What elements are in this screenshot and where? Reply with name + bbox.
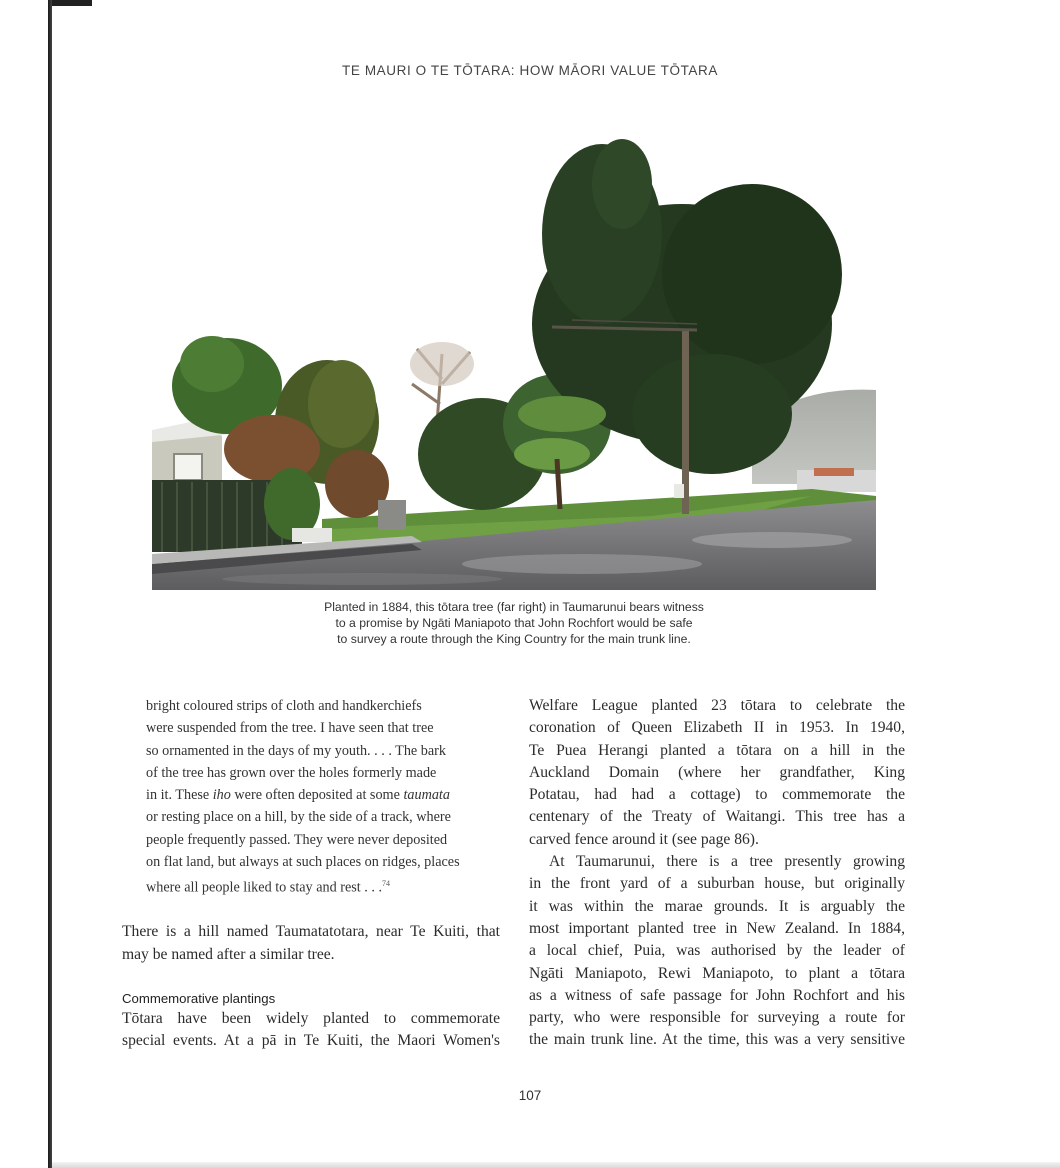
right-column — [529, 695, 905, 1052]
quote-line: people frequently passed. They were never deposited — [146, 831, 448, 848]
paragraph-line: centenary of the Treaty of Waitangi. This tree has a — [529, 808, 905, 826]
quote-text: in it. These — [146, 787, 213, 804]
paragraph-line: Tōtara have been widely planted to commemorate — [122, 1010, 500, 1027]
welfare-league-paragraph — [529, 695, 905, 851]
quote-line: were suspended from the tree. I have seen that tree — [146, 720, 434, 737]
paragraph-line: most important planted tree in New Zealand. In 1884, — [529, 919, 905, 937]
footnote-marker: 74 — [382, 879, 390, 889]
paragraph-line: Auckland Domain (where her grandfather, King — [529, 763, 905, 781]
quote-text: were often deposited at some — [230, 787, 404, 804]
paragraph-line: in the front yard of a suburban house, but originally — [529, 875, 905, 893]
totara-tree-photo — [152, 124, 876, 590]
maori-term-iho: iho — [212, 787, 231, 804]
section-subheading: Commemorative plantings — [122, 991, 276, 1006]
paragraph-line: special events. At a pā in Te Kuiti, the Maori Women's — [122, 1032, 500, 1050]
paragraph-line: Potatau, had had a cottage) to commemorate the — [529, 786, 905, 804]
running-head: TE MAURI O TE TŌTARA: HOW MĀORI VALUE TŌTARA — [342, 63, 718, 78]
paragraph-line: carved fence around it (see page 86). — [529, 830, 759, 848]
quote-line: on flat land, but always at such places on ridges, places — [146, 854, 460, 871]
quote-line: so ornamented in the days of my youth. . . . The bark — [146, 742, 446, 759]
page-top-edge — [52, 0, 92, 6]
quote-line: or resting place on a hill, by the side of a track, where — [146, 809, 451, 826]
caption-line: to survey a route through the King Country for the main trunk line. — [337, 632, 691, 646]
quote-line — [146, 784, 491, 806]
paragraph-line: it was within the marae grounds. It is arguably the — [529, 897, 905, 915]
page-number: 107 — [518, 1088, 542, 1103]
paragraph-line: Te Puea Herangi planted a tōtara on a hill in the — [529, 741, 905, 759]
paragraph-line: may be named after a similar tree. — [122, 945, 335, 963]
paragraph-line: as a witness of safe passage for John Rochfort and his — [529, 986, 905, 1004]
maori-term-taumata: taumata — [403, 787, 450, 804]
quote-text: where all people liked to stay and rest . . . — [146, 880, 382, 897]
quote-line — [146, 873, 491, 899]
paragraph-line: There is a hill named Taumatatotara, near Te Kuiti, that — [122, 923, 500, 941]
paragraph-line: the main trunk line. At the time, this was a very sensitive — [529, 1031, 905, 1049]
paragraph-line: party, who were responsible for surveying a route for — [529, 1009, 905, 1027]
left-column — [122, 695, 500, 1053]
paragraph-line: At Taumarunui, there is a tree presently growing — [549, 853, 905, 871]
paragraph-line: coronation of Queen Elizabeth II in 1953. In 1940, — [529, 719, 905, 737]
paragraph-line: Ngāti Maniapoto, Rewi Maniapoto, to plant a tōtara — [529, 964, 905, 982]
page-bottom-edge — [52, 1162, 1060, 1168]
caption-line: to a promise by Ngāti Maniapoto that John Rochfort would be safe — [335, 616, 693, 630]
paragraph-line: a local chief, Puia, was authorised by the leader of — [529, 942, 905, 960]
block-quote — [146, 695, 491, 899]
photo-caption — [152, 599, 876, 647]
commemorative-paragraph — [122, 1008, 500, 1053]
taumarunui-paragraph — [529, 851, 905, 1052]
page-binding-edge — [0, 0, 52, 1168]
caption-line: Planted in 1884, this tōtara tree (far right) in Taumarunui bears witness — [324, 600, 704, 614]
quote-line: bright coloured strips of cloth and handkerchiefs — [146, 698, 422, 714]
hill-paragraph — [122, 921, 500, 966]
paragraph-line: Welfare League planted 23 tōtara to celebrate the — [529, 697, 905, 714]
quote-line: of the tree has grown over the holes formerly made — [146, 764, 437, 781]
